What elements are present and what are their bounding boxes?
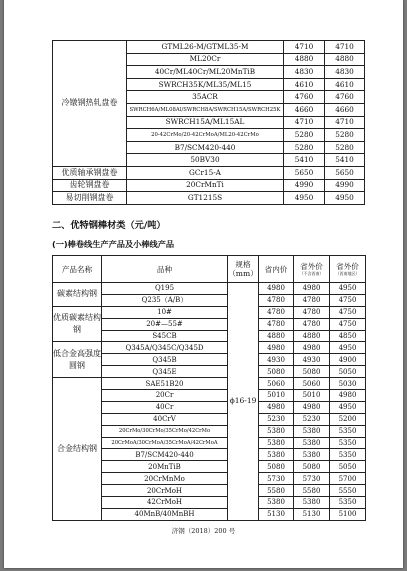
table-row [53,179,365,192]
price-cell: 4750 [330,318,366,330]
price-cell: 5130 [294,508,330,520]
price-cell: 4950 [330,401,366,413]
price-cell: 4780 [294,306,330,318]
grade-cell: Q345A/Q345C/Q345D [102,342,228,354]
price-cell: 5550 [330,485,366,497]
grade-cell: GCr15-A [127,166,284,179]
header-spec-unit: （mm） [228,269,258,278]
price-cell: 4710 [284,116,325,129]
price-cell: 4930 [294,354,330,366]
price-cell: 5280 [284,129,325,142]
table-row [53,41,365,54]
header-out-price-label: 省外价 [300,262,323,271]
header-spec-label: 规格 [235,260,251,269]
price-cell: 4660 [325,103,365,116]
price-cell: 5380 [294,425,330,437]
price-cell: 5350 [330,497,366,509]
price-cell: 4780 [294,294,330,306]
price-cell: 4780 [294,318,330,330]
price-cell: 5380 [259,425,294,437]
price-cell: 5650 [325,166,365,179]
grade-cell: 40Cr/ML40Cr/ML20MnTiB [127,66,284,79]
price-cell: 4950 [330,342,366,354]
price-cell: 5580 [259,485,294,497]
price-cell: 4980 [294,401,330,413]
price-cell: 4990 [284,179,325,192]
category-cell: 齿轮钢盘卷 [53,179,127,192]
grade-cell: 40MnB/40MnBH [102,508,228,520]
price-cell: 5380 [259,449,294,461]
grade-cell: 10# [102,306,228,318]
grade-cell: B7/SCM420-440 [127,141,284,154]
section-2-title: 二、优特钢棒材类（元/吨） [52,220,166,231]
grade-cell: 20CrMo/30CrMo/35CrMo/42CrMo [102,425,228,437]
grade-cell: SAE51B20 [102,378,228,390]
price-cell: 5350 [330,449,366,461]
grade-cell: 20CrMoH [102,485,228,497]
price-cell: 4780 [259,318,294,330]
price-cell: 4980 [259,283,294,295]
price-cell: 5350 [330,437,366,449]
price-cell: 5730 [294,473,330,485]
price-cell: 4980 [330,390,366,402]
price-cell: 5350 [330,425,366,437]
price-cell: 5010 [259,390,294,402]
header-out-province-price-southwest [330,256,366,283]
price-cell: 4930 [259,354,294,366]
category-cell: 碳素结构钢 [53,283,102,307]
header-product-name: 产品名称 [53,256,102,283]
price-cell: 5380 [294,449,330,461]
price-cell: 4880 [259,330,294,342]
price-cell: 5650 [284,166,325,179]
price-cell: 4710 [325,116,365,129]
grade-cell: S45CB [102,330,228,342]
cold-heading-wire-price-table [52,40,365,205]
price-cell: 5010 [294,390,330,402]
grade-cell: 35ACR [127,91,284,104]
table-header-row [53,256,366,283]
price-cell: 5230 [294,413,330,425]
header-out-province-price [294,256,330,283]
price-cell: 4980 [294,283,330,295]
table-row [53,342,366,354]
price-cell: 4760 [325,91,365,104]
price-cell: 4950 [330,283,366,295]
price-cell: 5410 [284,154,325,167]
price-cell: 4950 [325,192,365,205]
price-cell: 4880 [294,330,330,342]
header-in-province-price: 省内价 [259,256,294,283]
grade-cell: 40Cr [102,401,228,413]
price-cell: 4980 [259,401,294,413]
grade-cell: GTML26-M/GTML35-M [127,41,284,54]
category-cell: 优质轴承钢盘卷 [53,166,127,179]
price-cell: 5080 [294,461,330,473]
price-cell: 5060 [259,378,294,390]
grade-cell: 20MnTiB [102,461,228,473]
price-cell: 4710 [325,41,365,54]
table-row [53,378,366,390]
price-cell: 5060 [294,378,330,390]
price-cell: 4880 [325,53,365,66]
price-cell: 5100 [330,508,366,520]
price-cell: 5730 [259,473,294,485]
spec-cell: ϕ16-19 [228,283,259,521]
price-cell: 5050 [330,366,366,378]
price-cell: 4780 [259,294,294,306]
category-cell: 合金结构钢 [53,378,102,521]
price-cell: 4780 [259,306,294,318]
price-cell: 5580 [294,485,330,497]
price-cell: 4980 [259,342,294,354]
price-cell: 4760 [284,91,325,104]
price-cell: 5280 [325,129,365,142]
bar-price-table [52,255,366,521]
grade-cell: 40CrV [102,413,228,425]
price-cell: 4950 [284,192,325,205]
grade-cell: 20CrMnTi [127,179,284,192]
grade-cell: ML20Cr [127,53,284,66]
category-cell: 冷镦钢热轧盘卷 [53,41,127,167]
price-cell: 5080 [259,461,294,473]
document-page [4,0,403,568]
table-row [53,283,366,295]
price-cell: 4990 [325,179,365,192]
price-cell: 5700 [330,473,366,485]
price-cell: 4660 [284,103,325,116]
grade-cell: SWRCH35K/ML35/ML15 [127,78,284,91]
price-cell: 4830 [325,66,365,79]
price-cell: 4750 [330,294,366,306]
price-cell: 5050 [330,461,366,473]
grade-cell: 20CrMoA/30CrMoA/35CrMoA/42CrMoA [102,437,228,449]
grade-cell: 20Cr [102,390,228,402]
grade-cell: Q235（A/B） [102,294,228,306]
grade-cell: B7/SCM420-440 [102,449,228,461]
header-spec [228,256,259,283]
category-cell: 优质碳素结构钢 [53,306,102,342]
price-cell: 4610 [284,78,325,91]
price-cell: 5200 [330,413,366,425]
grade-cell: 20-42CrMo/20-42CrMoA/ML20-42CrMo [127,129,284,142]
grade-cell: 20CrMnMo [102,473,228,485]
price-cell: 4830 [284,66,325,79]
price-cell: 4710 [284,41,325,54]
table-row [53,192,365,205]
price-cell: 5280 [325,141,365,154]
document-footer: 济钢（2018）200 号 [171,527,236,535]
price-cell: 4750 [330,306,366,318]
header-grade: 品种 [102,256,228,283]
price-cell: 5380 [294,497,330,509]
grade-cell: SWRCH15A/ML15AL [127,116,284,129]
grade-cell: Q345B [102,354,228,366]
price-cell: 5380 [259,437,294,449]
header-out-price-note: （不含西南） [299,271,324,276]
price-cell: 4900 [330,354,366,366]
grade-cell: 20#—55# [102,318,228,330]
price-cell: 5230 [259,413,294,425]
category-cell: 易切削钢盘卷 [53,192,127,205]
grade-cell: Q195 [102,283,228,295]
price-cell: 5130 [259,508,294,520]
price-cell: 4610 [325,78,365,91]
grade-cell: SWRCH6A/ML08Al/SWRCH8A/SWRCH15A/SWRCH25K [127,103,284,116]
section-2-subtitle: (一)棒卷线生产产品及小棒线产品 [52,239,175,249]
price-cell: 5280 [284,141,325,154]
price-cell: 5380 [259,497,294,509]
category-cell: 低合金高强度圆钢 [53,342,102,378]
price-cell: 5380 [294,437,330,449]
price-cell: 4850 [330,330,366,342]
table-row [53,306,366,318]
price-cell: 5030 [330,378,366,390]
header-southwest-price-note: （西南地区） [335,271,360,276]
grade-cell: 50BV30 [127,154,284,167]
grade-cell: Q345E [102,366,228,378]
grade-cell: 42CrMoH [102,497,228,509]
grade-cell: GT1215S [127,192,284,205]
price-cell: 4980 [294,342,330,354]
price-cell: 5410 [325,154,365,167]
price-cell: 5080 [294,366,330,378]
header-southwest-price-label: 省外价 [336,262,359,271]
table-row [53,166,365,179]
price-cell: 4880 [284,53,325,66]
price-cell: 5080 [259,366,294,378]
